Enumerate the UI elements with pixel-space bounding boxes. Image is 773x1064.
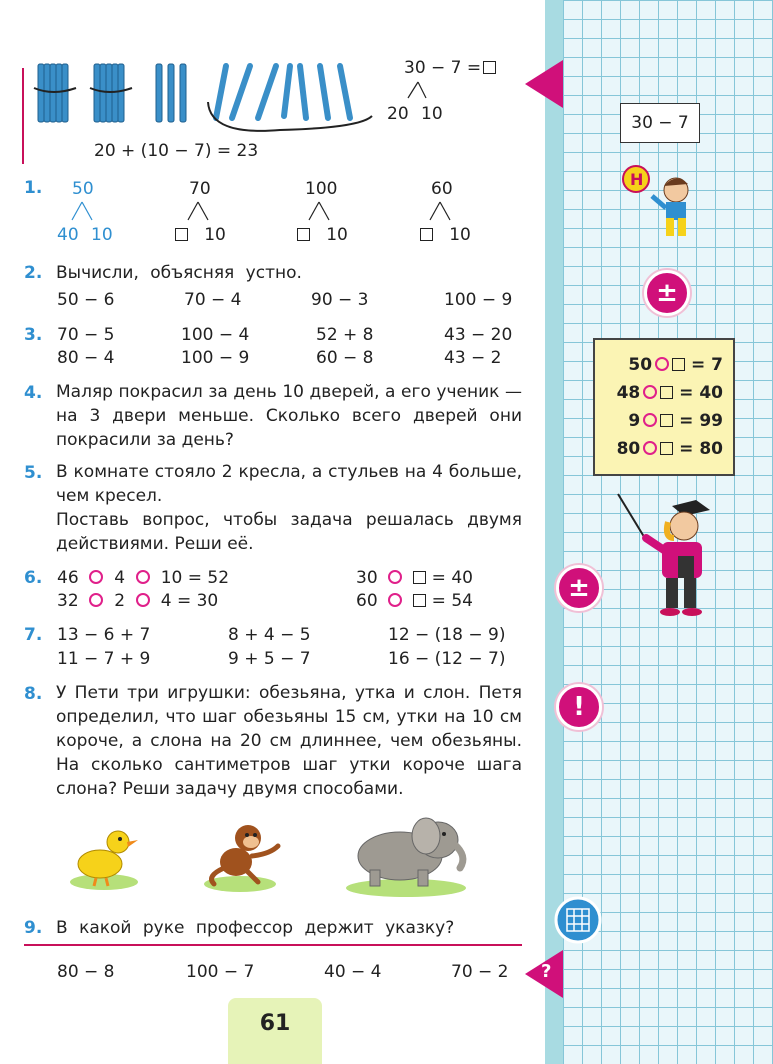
exercise-number: 9. (24, 918, 43, 938)
equation: 32 2 4 = 30 (57, 591, 219, 611)
split-left: 20 (387, 104, 409, 124)
operation-circle (136, 570, 150, 584)
split-top: 50 (72, 179, 94, 199)
expression: 40 − 4 (324, 962, 382, 982)
exercise-number: 6. (24, 568, 43, 588)
boy-character-image (618, 162, 700, 244)
pointer-triangle (525, 60, 563, 108)
expression: 16 − (12 − 7) (388, 649, 506, 669)
split-right: 10 (421, 104, 443, 124)
answer-box (413, 571, 426, 584)
expression: 80 − 8 (57, 962, 115, 982)
operation-circle (136, 593, 150, 607)
professor-image (612, 492, 712, 618)
intro-expression: 30 − 7 = (404, 58, 496, 78)
expression: 43 − 2 (444, 348, 502, 368)
split-left: 40 (57, 225, 79, 245)
answer-box (660, 386, 673, 399)
equation: 46 4 10 = 52 (57, 568, 230, 588)
expression: 50 − 6 (57, 290, 115, 310)
operation-circle (388, 570, 402, 584)
plus-minus-icon: ± (556, 565, 602, 611)
duck-image (66, 820, 141, 892)
operation-circle (643, 385, 657, 399)
split-pair: 10 (175, 225, 226, 245)
exercise-number: 2. (24, 263, 43, 283)
answer-box (483, 61, 496, 74)
puzzle-row: 48 = 40 (616, 383, 723, 403)
expression: 52 + 8 (316, 325, 374, 345)
expression: 13 − 6 + 7 (57, 625, 151, 645)
answer-box (175, 228, 188, 241)
exercise-number: 7. (24, 625, 43, 645)
expression: 80 − 4 (57, 348, 115, 368)
operation-circle (643, 413, 657, 427)
expression: 60 − 8 (316, 348, 374, 368)
elephant-image (340, 806, 475, 898)
operation-circle (643, 441, 657, 455)
split-pair: 10 (420, 225, 471, 245)
operation-circle (89, 570, 103, 584)
split-top: 60 (431, 179, 453, 199)
intro-side-line (22, 68, 24, 164)
operation-circle (655, 357, 669, 371)
expression: 8 + 4 − 5 (228, 625, 311, 645)
intro-result: 20 + (10 − 7) = 23 (94, 141, 259, 161)
puzzle-box (593, 338, 735, 476)
page-number: 61 (259, 1011, 291, 1036)
page-number-tab (228, 998, 322, 1064)
answer-box (413, 594, 426, 607)
exercise-number: 5. (24, 463, 43, 483)
split-lines (400, 80, 440, 102)
answer-box (420, 228, 433, 241)
expression: 100 − 4 (181, 325, 250, 345)
answer-box (660, 414, 673, 427)
answer-box (672, 358, 685, 371)
divider (24, 944, 522, 946)
grid-icon (554, 896, 602, 944)
answer-box (297, 228, 310, 241)
split-top: 70 (189, 179, 211, 199)
exercise-number: 1. (24, 178, 43, 198)
question-mark: ? (541, 961, 552, 982)
exercise-number: 8. (24, 684, 43, 704)
puzzle-row: 50 = 7 (628, 355, 723, 375)
split-pair: 10 (297, 225, 348, 245)
exercise-text: У Пети три игрушки: обезьяна, утка и слон. Петя определил, что шаг обезьяны 15 см, утки на 10 см короче, а слона на 20 см длиннее, чем обезьяны. На сколько сантиметров шаг утки короче шага слона? Реши задачу двумя способами. (56, 683, 522, 799)
expression: 100 − 7 (186, 962, 255, 982)
monkey-image (196, 818, 288, 894)
exclamation-icon: ! (556, 684, 602, 730)
expression: 11 − 7 + 9 (57, 649, 151, 669)
expression: 43 − 20 (444, 325, 513, 345)
expression: 70 − 2 (451, 962, 509, 982)
operation-circle (388, 593, 402, 607)
expression: 9 + 5 − 7 (228, 649, 311, 669)
answer-box (660, 442, 673, 455)
expression: 100 − 9 (444, 290, 513, 310)
exercise-text: В комнате стояло 2 кресла, а стульев на 4 больше, чем кресел. (56, 462, 522, 506)
expression: 100 − 9 (181, 348, 250, 368)
equation: 30 = 40 (356, 568, 473, 588)
exercise-text: Поставь вопрос, чтобы задача решалась двумя действиями. Реши её. (56, 510, 522, 554)
counting-sticks-illustration (30, 58, 380, 138)
exercise-number: 3. (24, 325, 43, 345)
example-box: 30 − 7 (620, 103, 700, 143)
exercise-text: Вычисли, объясняя устно. (56, 263, 302, 283)
plus-minus-icon: ± (644, 270, 690, 316)
split-top: 100 (305, 179, 338, 199)
expression: 70 − 5 (57, 325, 115, 345)
exercise-text: В какой руке профессор держит указку? (56, 918, 455, 938)
equation: 60 = 54 (356, 591, 473, 611)
split-lines (60, 200, 480, 224)
exercise-number: 4. (24, 383, 43, 403)
bubble-letter: Н (630, 170, 644, 189)
exercise-text: Маляр покрасил за день 10 дверей, а его ученик — на 3 двери меньше. Сколько всего дверей они покрасили за день? (56, 382, 522, 450)
expression: 12 − (18 − 9) (388, 625, 506, 645)
puzzle-row: 80 = 80 (616, 439, 723, 459)
operation-circle (89, 593, 103, 607)
split-right: 10 (91, 225, 113, 245)
expression: 90 − 3 (311, 290, 369, 310)
puzzle-row: 9 = 99 (628, 411, 723, 431)
expression: 70 − 4 (184, 290, 242, 310)
